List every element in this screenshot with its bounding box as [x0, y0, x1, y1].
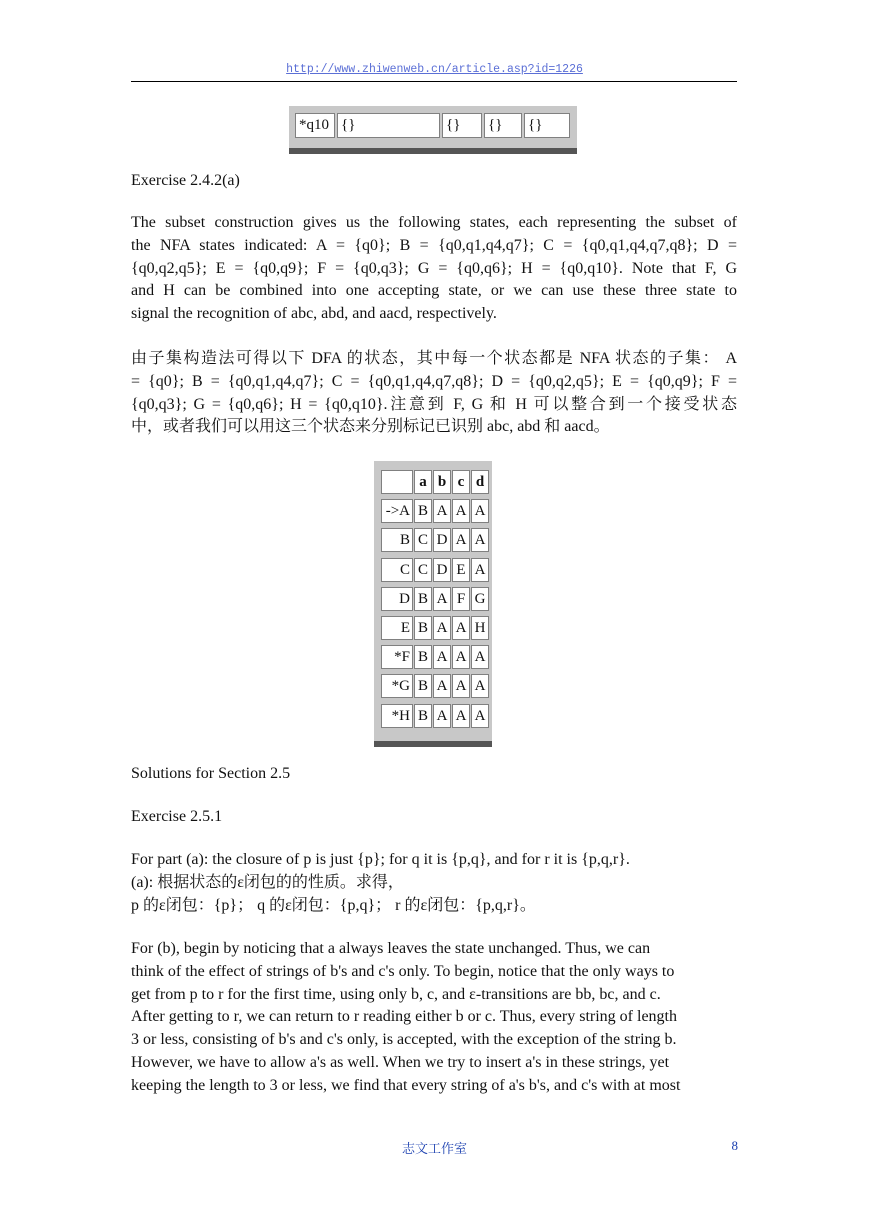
exercise-2-5-1-part-b [131, 938, 737, 1098]
table-header-cell: c [452, 470, 470, 494]
table-header-cell: d [471, 470, 489, 494]
transition-cell: A [433, 645, 451, 669]
state-label-cell: D [381, 587, 413, 611]
paragraph-line: For (b), begin by noticing that a always leaves the state unchanged. Thus, we can [131, 940, 651, 957]
transition-cell: A [433, 616, 451, 640]
exercise-2-5-1-title: Exercise 2.5.1 [131, 808, 223, 825]
transition-cell: A [452, 674, 470, 698]
paragraph-line: and H can be combined into one accepting state, or we can use these three state to [131, 282, 737, 300]
transition-cell: B [414, 616, 432, 640]
transition-cell: A [471, 704, 489, 728]
state-label-cell: E [381, 616, 413, 640]
transition-cell: A [452, 499, 470, 523]
transition-cell: A [452, 645, 470, 669]
transition-cell: A [433, 704, 451, 728]
table-header-cell: b [433, 470, 451, 494]
paragraph-line: think of the effect of strings of b's and c's only. To begin, notice that the only ways to [131, 962, 675, 980]
transition-cell: C [414, 528, 432, 552]
section-title: Solutions for Section 2.5 [131, 765, 291, 782]
state-label-cell: B [381, 528, 413, 552]
transition-cell: D [433, 558, 451, 582]
table-header-cell [381, 470, 413, 494]
transition-cell: D [433, 528, 451, 552]
paragraph-line: the NFA states indicated: A = {q0}; B = {q0,q1,q4,q7}; C = {q0,q1,q4,q7,q8}; D = [131, 236, 737, 254]
transition-cell: G [471, 587, 489, 611]
paragraph-line: keeping the length to 3 or less, we find that every string of a's b's, and c's with at most [131, 1076, 681, 1094]
paragraph-line: (a): 根据状态的ε闭包的的性质。求得， [131, 873, 404, 891]
transition-cell: A [471, 499, 489, 523]
state-label-cell: ->A [381, 499, 413, 523]
paragraph-line: After getting to r, we can return to r reading either b or c. Thus, every string of length [131, 1008, 677, 1026]
transition-table-fragment [289, 106, 577, 154]
exercise-2-4-2-english-paragraph [131, 212, 737, 326]
paragraph-line: 由子集构造法可得以下 DFA 的状态，其中每一个状态都是 NFA 状态的子集： A [131, 350, 737, 367]
transition-cell: B [414, 499, 432, 523]
state-label-cell: C [381, 558, 413, 582]
transition-cell: A [433, 587, 451, 611]
transition-cell: B [414, 587, 432, 611]
paragraph-line: get from p to r for the first time, using only b, c, and ε-transitions are bb, bc, and c. [131, 985, 661, 1003]
paragraph-line: 3 or less, consisting of b's and c's only, is accepted, with the exception of the string b. [131, 1031, 677, 1049]
footer-studio-name: 志文工作室 [401, 1141, 467, 1156]
footer-page-number: 8 [731, 1138, 738, 1153]
paragraph-line: = {q0}; B = {q0,q1,q4,q7}; C = {q0,q1,q4,q7,q8}; D = {q0,q2,q5}; E = {q0,q9}; F = [131, 372, 737, 390]
header-rule [131, 81, 737, 82]
transition-cell: A [433, 674, 451, 698]
table-header-cell: a [414, 470, 432, 494]
header-url-link[interactable]: http://www.zhiwenweb.cn/article.asp?id=1226 [286, 63, 583, 76]
paragraph-line: For part (a): the closure of p is just {p}; for q it is {p,q}, and for r it is {p,q,r}. [131, 851, 630, 868]
paragraph-line: 中，或者我们可以用这三个状态来分别标记已识别 abc, abd 和 aacd。 [131, 418, 610, 436]
exercise-2-4-2-title: Exercise 2.4.2(a) [131, 172, 240, 189]
transition-cell: C [414, 558, 432, 582]
dfa-transition-table [374, 461, 492, 747]
transition-cell: H [471, 616, 489, 640]
transition-cell: B [414, 645, 432, 669]
state-label-cell: *H [381, 704, 413, 728]
paragraph-line: {q0,q2,q5}; E = {q0,q9}; F = {q0,q3}; G = {q0,q6}; H = {q0,q10}. Note that F, G [131, 259, 737, 277]
state-label-cell: *G [381, 674, 413, 698]
state-label-cell: *F [381, 645, 413, 669]
transition-cell: B [414, 704, 432, 728]
transition-cell: A [452, 616, 470, 640]
table-cell: {} [524, 113, 570, 138]
paragraph-line: The subset construction gives us the following states, each representing the subset of [131, 214, 737, 231]
transition-cell: A [471, 674, 489, 698]
transition-cell: B [414, 674, 432, 698]
transition-cell: A [471, 558, 489, 582]
paragraph-line: {q0,q3}; G = {q0,q6}; H = {q0,q10}.注意到 F, G 和 H 可以整合到一个接受状态 [131, 395, 737, 413]
transition-cell: A [452, 528, 470, 552]
transition-cell: E [452, 558, 470, 582]
paragraph-line: p 的ε闭包：{p}； q 的ε闭包：{p,q}； r 的ε闭包：{p,q,r}。 [131, 896, 536, 914]
transition-cell: A [452, 704, 470, 728]
transition-cell: F [452, 587, 470, 611]
table-cell: {} [484, 113, 522, 138]
transition-cell: A [471, 645, 489, 669]
exercise-2-4-2-chinese-paragraph [131, 348, 737, 439]
table-cell: *q10 [295, 113, 335, 138]
exercise-2-5-1-part-a [131, 849, 737, 917]
table-cell: {} [442, 113, 482, 138]
transition-cell: A [471, 528, 489, 552]
paragraph-line: signal the recognition of abc, abd, and aacd, respectively. [131, 305, 497, 323]
transition-cell: A [433, 499, 451, 523]
paragraph-line: However, we have to allow a's as well. When we try to insert a's in these strings, yet [131, 1053, 670, 1071]
table-cell: {} [337, 113, 440, 138]
